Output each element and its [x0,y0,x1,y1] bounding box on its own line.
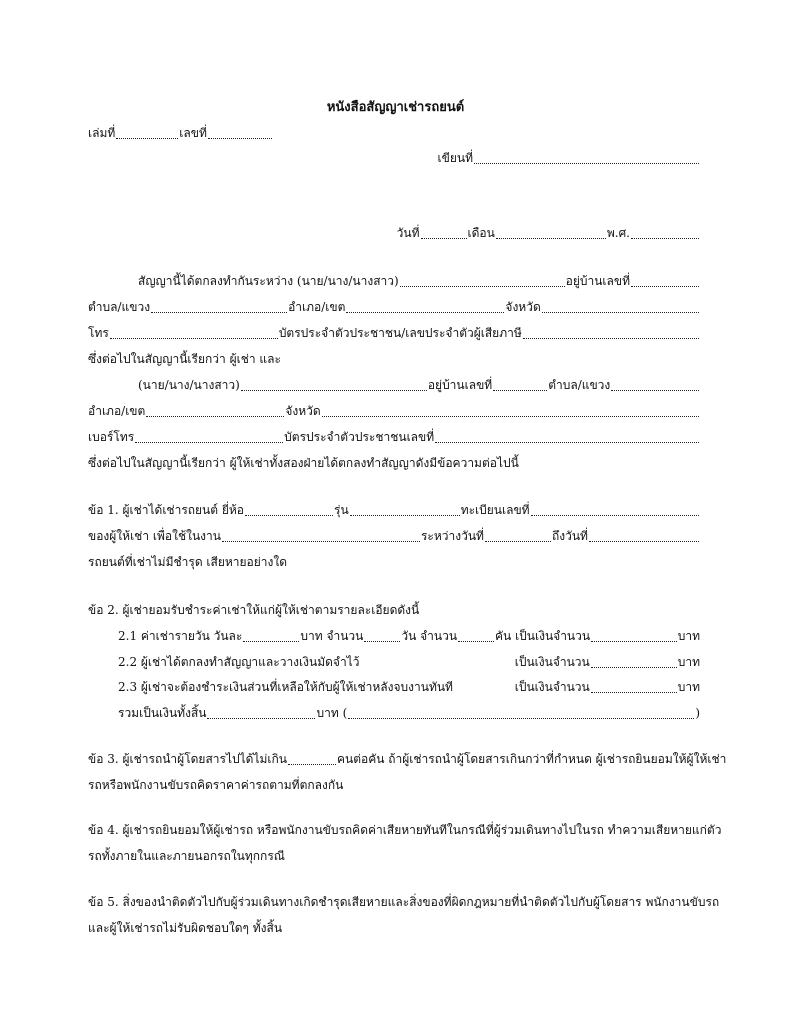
clause5-line2 [88,922,700,934]
clause2-heading [88,604,700,616]
clause1-line2 [88,530,700,542]
clause1-to-field[interactable] [589,532,699,542]
clause2-daily-rate-label: 2.1 ค่าเช่ารายวัน วันละ [118,629,243,643]
clause3-passenger-label: ข้อ 3. ผู้เช่ารถนำผู้โดยสารไปได้ไม่เกิน [88,752,287,766]
clause2-daily-rate-field[interactable] [243,632,299,642]
clause1-to-label: ถึงวันที่ [551,529,588,543]
party2-idcard-field[interactable] [435,433,699,443]
year-label: พ.ศ. [606,226,630,240]
clause2-row3-amount-field[interactable] [591,683,677,693]
party1-house-field[interactable] [631,277,699,287]
document-title: หนังสือสัญญาเช่ารถยนต์ [326,100,465,115]
clause2-row2-baht: บาท [677,655,700,669]
clause2-days-qty-label: วัน จำนวน [401,629,458,643]
party2-subdistrict-label: ตำบล/แขวง [548,378,611,392]
party2-phone-label: เบอร์โทร [88,430,135,444]
clause1-line3 [88,556,700,568]
clause2-deposit-label: 2.2 ผู้เช่าได้ตกลงทำสัญญาและวางเงินมัดจำไว้ [118,655,360,669]
day-field[interactable] [421,229,467,239]
clause2-row3-amount-label: เป็นเงินจำนวน [514,680,590,694]
party2-province-label: จังหวัด [285,404,321,418]
clause2-cars-field[interactable] [458,632,494,642]
party1-intro: สัญญานี้ได้ตกลงทำกันระหว่าง (นาย/นาง/นางสาว) [138,274,399,288]
clause2-row1-baht: บาท [677,629,700,643]
year-field[interactable] [631,229,699,239]
clause2-remaining-label: 2.3 ผู้เช่าจะต้องชำระเงินส่วนที่เหลือให้กับผู้ให้เช่าหลังจบงานทันที [118,680,453,694]
party2-line3 [88,431,700,443]
written-at-line [88,152,700,164]
clause2-row3-baht: บาท [677,680,700,694]
clause1-plate-label: ทะเบียนเลขที่ [460,503,530,517]
party1-province-label: จังหวัด [505,300,541,314]
party2-idcard-label: บัตรประจำตัวประชาชนเลขที่ [284,430,435,444]
clause5-text-2: และผู้ให้เช่ารถไม่รับผิดชอบใดๆ ทั้งสิ้น [88,921,283,935]
clause5-text-1: ข้อ 5. สิ่งของนำติดตัวไปกับผู้ร่วมเดินทางเกิดชำรุดเสียหายและสิ่งของที่ผิดกฎหมายที่นำติดตัวไปกับผู้โดยสาร พนักงานขับรถ [88,895,720,909]
party2-called-as: ซึ่งต่อไปในสัญญานี้เรียกว่า ผู้ให้เช่าทั้งสองฝ่ายได้ตกลงทำสัญญาดังมีข้อความต่อไปนี้ [88,456,519,470]
party2-house-field[interactable] [493,381,547,391]
written-at-field[interactable] [474,154,699,164]
party1-house-label: อยู่บ้านเลขที่ [565,274,630,288]
written-at-label: เขียนที่ [437,151,473,165]
party1-subdistrict-label: ตำบล/แขวง [88,300,151,314]
party1-phone-field[interactable] [110,329,278,339]
clause2-total-label: รวมเป็นเงินทั้งสิ้น [118,706,207,720]
clause1-plate-field[interactable] [531,506,699,516]
book-field[interactable] [116,129,178,139]
clause3-passenger-field[interactable] [288,755,336,765]
party1-province-field[interactable] [542,303,699,313]
clause2-days-field[interactable] [364,632,400,642]
clause4-line2 [88,850,700,862]
clause4-text-1: ข้อ 4. ผู้เช่ารถยินยอมให้ผู้เช่ารถ หรือพนักงานขับรถคิดค่าเสียหายทันทีในกรณีที่ผู้ร่วมเดินทางไปในรถ ทำความเสียหายแก่ตัว [88,823,722,837]
party2-name-field[interactable] [241,381,427,391]
clause3-line2 [88,779,700,791]
party2-name-label: (นาย/นาง/นางสาว) [138,378,240,392]
clause2-row1-amount-field[interactable] [591,632,677,642]
clause2-baht-qty-label: บาท จำนวน [300,629,364,643]
clause4-text-2: รถทั้งภายในและภายนอกรถในทุกกรณี [88,849,285,863]
clause1-brand-label: ข้อ 1. ผู้เช่าได้เช่ารถยนต์ ยี่ห้อ [88,503,245,517]
clause1-from-field[interactable] [485,532,551,542]
clause4-line1 [88,823,722,837]
clause5-line1 [88,895,720,909]
book-label: เล่มที่ [88,126,116,140]
clause2-row2-amount-label: เป็นเงินจำนวน [514,655,590,669]
party1-line2 [88,301,700,313]
party1-name-field[interactable] [400,277,565,287]
party1-phone-label: โทร [88,326,109,340]
party2-house-label: อยู่บ้านเลขที่ [427,378,493,392]
clause3-line1 [88,752,727,766]
clause2-total-words-field[interactable] [348,709,694,719]
clause1-condition-text: รถยนต์ที่เช่าไม่มีชำรุด เสียหายอย่างใด [88,555,288,569]
party2-district-field[interactable] [146,407,284,417]
party1-line4 [88,353,700,365]
clause2-heading-text: ข้อ 2. ผู้เช่ายอมรับชำระค่าเช่าให้แก่ผู้ให้เช่าตามรายละเอียดดังนี้ [88,603,420,617]
party2-line2 [88,405,700,417]
party1-district-field[interactable] [346,303,504,313]
number-field[interactable] [208,129,272,139]
day-label: วันที่ [396,226,420,240]
clause1-purpose-label: ของผู้ให้เช่า เพื่อใช้ในงาน [88,529,221,543]
clause1-model-field[interactable] [350,506,460,516]
party2-district-label: อำเภอ/เขต [88,404,146,418]
party1-district-label: อำเภอ/เขต [288,300,346,314]
book-number-line [88,127,700,139]
party1-subdistrict-field[interactable] [151,303,287,313]
party2-phone-field[interactable] [135,433,283,443]
party1-idcard-label: บัตรประจำตัวประชาชน/เลขประจำตัวผู้เสียภาษี [278,326,522,340]
clause1-purpose-field[interactable] [222,532,420,542]
party1-line1 [138,275,700,287]
clause3-terms-text: คนต่อคัน ถ้าผู้เช่ารถนำผู้โดยสารเกินกว่าที่กำหนด ผู้เช่ารถยินยอมให้ผู้ให้เช่า [336,752,727,766]
clause2-total-close-paren: ) [695,706,700,720]
clause2-total-baht-label: บาท ( [316,706,348,720]
party2-province-field[interactable] [322,407,699,417]
clause2-row2-amount-field[interactable] [591,658,677,668]
month-label: เดือน [467,226,495,240]
clause3-terms-text-2: รถหรือพนักงานขับรถคิดราคาค่ารถตามที่ตกลงกัน [88,778,344,792]
party2-subdistrict-field[interactable] [611,381,699,391]
clause2-cars-amount-label: คัน เป็นเงินจำนวน [495,629,591,643]
clause1-line1 [88,504,700,516]
clause2-total [118,707,700,719]
month-field[interactable] [496,229,606,239]
party1-line3 [88,327,700,339]
party2-line1 [138,379,700,391]
party2-line4 [88,457,700,469]
clause2-row3 [118,681,700,693]
clause1-model-label: รุ่น [334,503,349,517]
clause1-from-label: ระหว่างวันที่ [420,529,484,543]
clause2-row2 [118,656,700,668]
party1-idcard-field[interactable] [523,329,699,339]
number-label: เลขที่ [179,126,207,140]
date-line [88,227,700,239]
party1-called-as: ซึ่งต่อไปในสัญญานี้เรียกว่า ผู้เช่า และ [88,352,281,366]
clause2-total-field[interactable] [207,709,315,719]
clause2-row1 [118,630,700,642]
clause1-brand-field[interactable] [245,506,333,516]
